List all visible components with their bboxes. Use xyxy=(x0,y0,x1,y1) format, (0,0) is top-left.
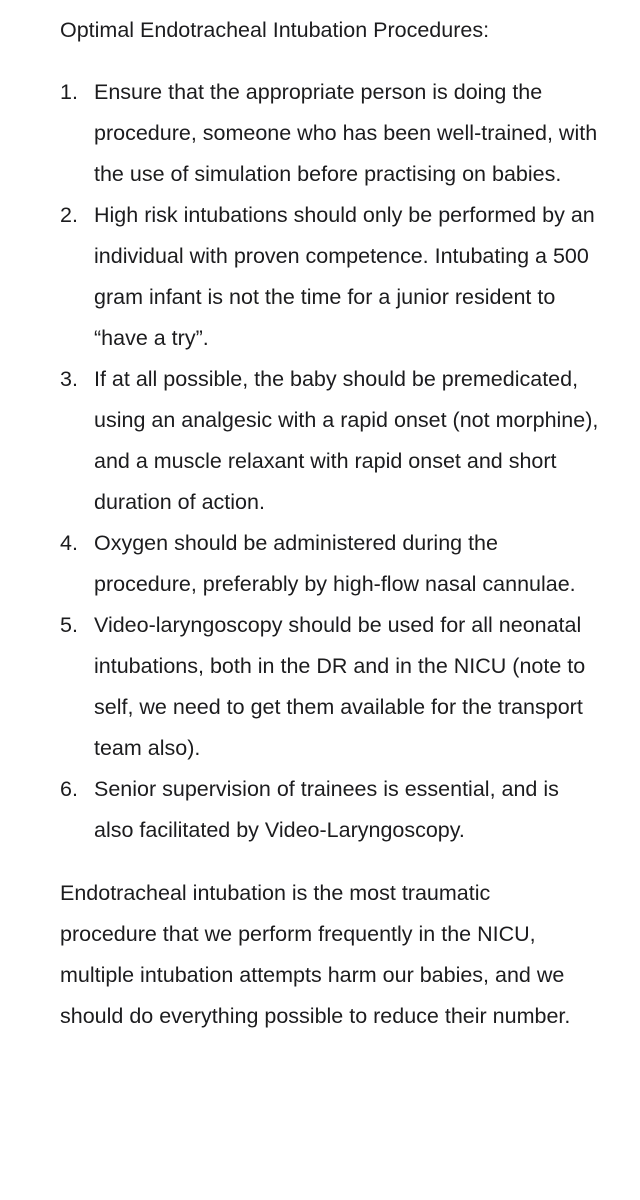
list-item-text: Video-laryngoscopy should be used for all neonatal intubations, both in the DR and in the NICU (note to self, we need to get them available for the transport team also). xyxy=(94,613,586,760)
procedure-list xyxy=(60,72,600,851)
list-item-text: If at all possible, the baby should be premedicated, using an analgesic with a rapid onset (not morphine), and a muscle relaxant with rapid onset and short duration of action. xyxy=(94,367,599,514)
list-item-text: High risk intubations should only be performed by an individual with proven competence. Intubating a 500 gram infant is not the time for a junior resident to “have a try”. xyxy=(94,203,595,350)
list-item-number: 3. xyxy=(60,367,78,391)
list-item xyxy=(60,72,600,195)
list-item xyxy=(60,523,600,605)
list-item-number: 1. xyxy=(60,80,78,104)
list-item xyxy=(60,769,600,851)
list-item xyxy=(60,605,600,769)
document-heading: Optimal Endotracheal Intubation Procedures: xyxy=(60,18,490,42)
list-item-text: Senior supervision of trainees is essential, and is also facilitated by Video-Laryngoscopy. xyxy=(94,777,559,842)
list-item xyxy=(60,359,600,523)
conclusion-paragraph: Endotracheal intubation is the most traumatic procedure that we perform frequently in the NICU, multiple intubation attempts harm our babies, and we should do everything possible to reduce their number. xyxy=(60,881,571,1028)
list-item xyxy=(60,195,600,359)
list-item-number: 6. xyxy=(60,777,78,801)
list-item-text: Oxygen should be administered during the procedure, preferably by high-flow nasal cannulae. xyxy=(94,531,576,596)
list-item-text: Ensure that the appropriate person is doing the procedure, someone who has been well-trained, with the use of simulation before practising on babies. xyxy=(94,80,598,186)
list-item-number: 5. xyxy=(60,613,78,637)
list-item-number: 2. xyxy=(60,203,78,227)
list-item-number: 4. xyxy=(60,531,78,555)
